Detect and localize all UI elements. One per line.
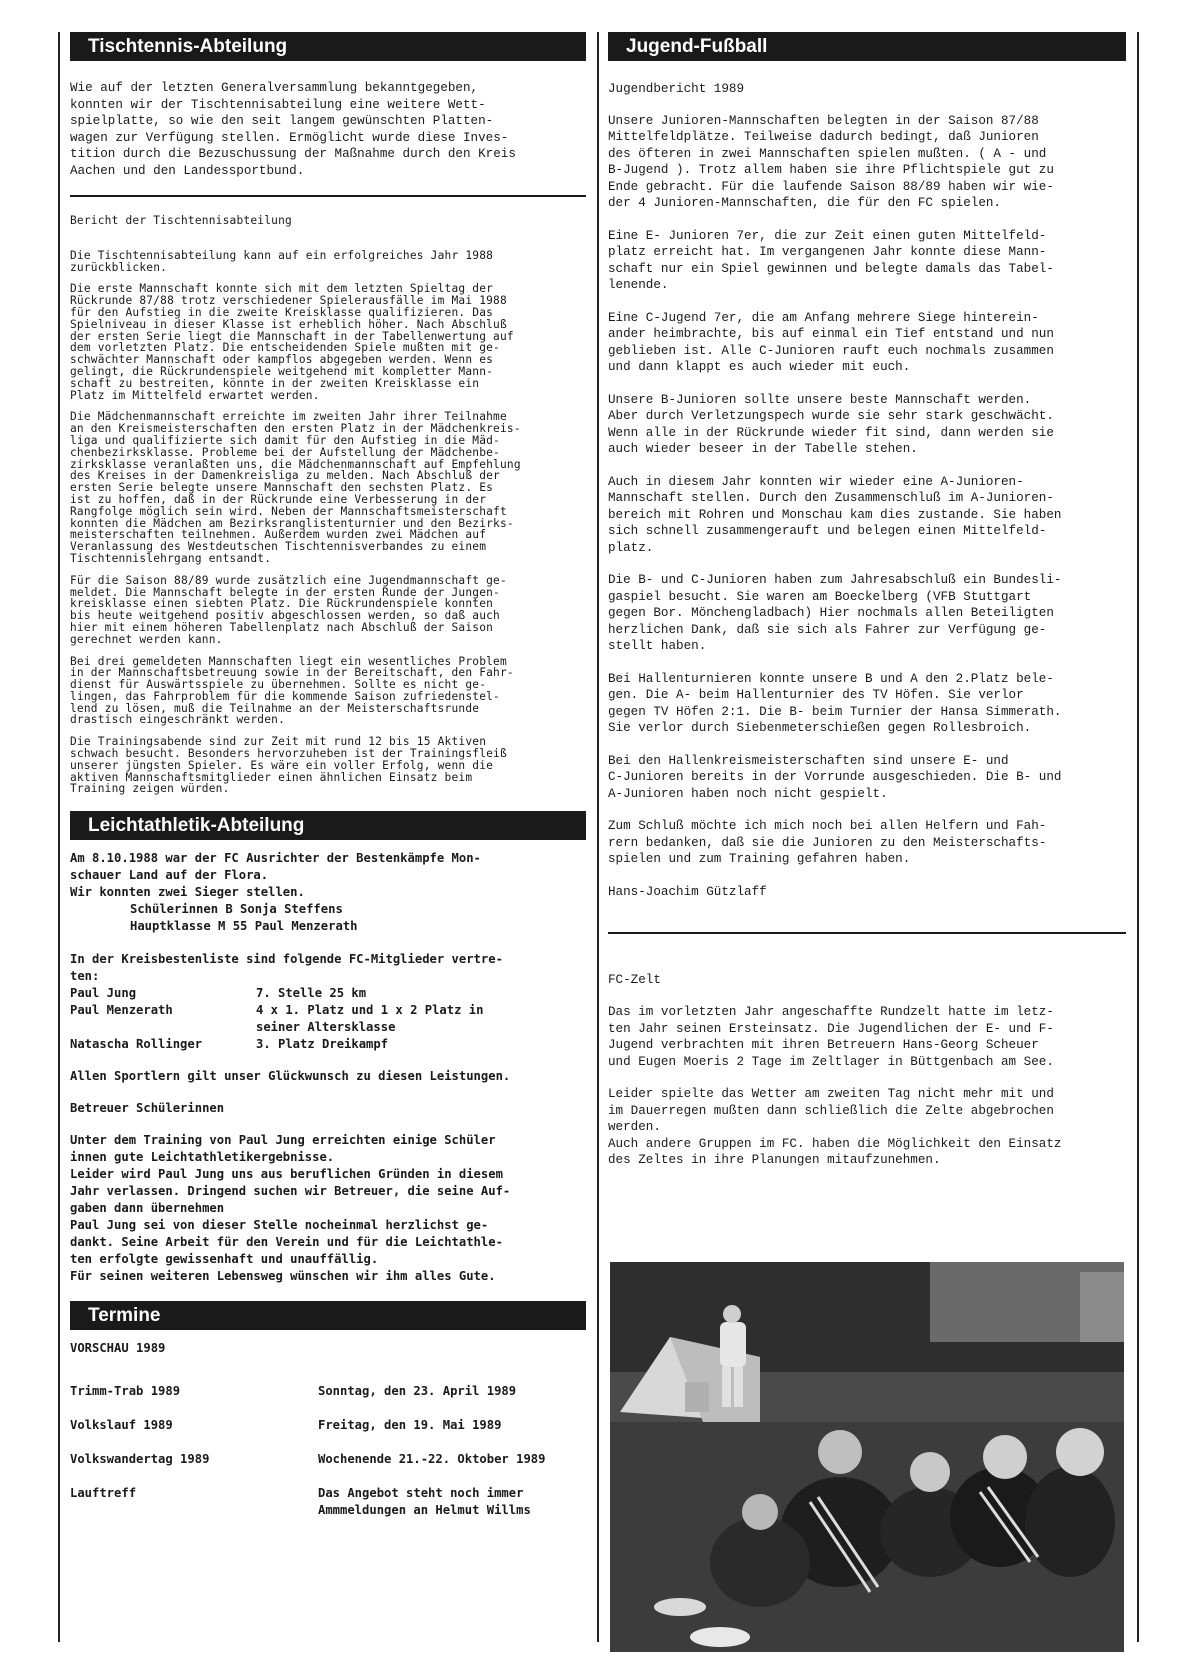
jugend-paragraph: Die B- und C-Junioren haben zum Jahresabschluß ein Bundesli- gaspiel besucht. Sie waren am Boeckelberg (VFB Stuttgart gegen Bor. Mönchengladbach) Hier nochmals allen Beteiligten herzlichen Dank, daß sie sich als Fahrer zur Verfügung ge- stellt haben.	[608, 573, 1062, 653]
tischtennis-paragraph: Die Mädchenmannschaft erreichte im zweiten Jahr ihrer Teilnahme an den Kreismeisterschaften den ersten Platz in der Mädchenkreis- liga und qualifizierte sich damit für den Aufstieg in die Mäd- chenbezirksklasse. Probleme bei der Aufstellung der Mädchenbe- zirksklasse veranlaßten uns, die Mädchenmannschaft auf Empfehlung des Kreises in der Damenkreisliga zu melden. Nach Abschluß der ersten Serie belegte unsere Mannschaft den sechsten Platz. Es ist zu hoffen, daß in der Rückrunde eine Verbesserung in der Rangfolge möglich sein wird. Neben der Mannschaftsmeisterschaft konnten die Mädchen am Bezirksranglistenturnier und den Bezirks- meisterschaften teilnehmen. Außerdem wurden zwei Mädchen auf Veranlassung des Westdeutschen Tischtennisverbandes zu einem Tischtennislehrgang entsandt.	[70, 410, 521, 565]
fczelt-title: FC-Zelt	[608, 972, 661, 987]
leichtathletik-congrats: Allen Sportlern gilt unser Glückwunsch zu diesen Leistungen.	[70, 1069, 511, 1084]
left-column	[70, 32, 586, 1519]
results-row	[70, 1002, 483, 1036]
column-rule-right	[1137, 32, 1139, 1642]
result-name: Natascha Rollinger	[70, 1037, 203, 1052]
event-row	[70, 1383, 545, 1417]
result-name: Paul Menzerath	[70, 1003, 173, 1018]
events-table	[70, 1383, 545, 1519]
tischtennis-intro: Wie auf der letzten Generalversammlung bekanntgegeben, konnten wir der Tischtennisabteilung eine weitere Wett- spielplatte, so wie den seit langem gewünschten Platten- wagen zur Verfügung stellen. Ermöglicht wurde diese Inves- tition durch die Bezuschussung der Maßnahme durch den Kreis Aachen und den Landessportbund.	[70, 81, 516, 178]
event-date: Das Angebot steht noch immer Ammmeldungen an Helmut Willms	[318, 1486, 531, 1518]
jugend-paragraph: Unsere B-Junioren sollte unsere beste Mannschaft werden. Aber durch Verletzungspech wurde sie sehr stark geschwächt. Wenn alle in der Rückrunde wieder fit sind, dann werden sie auch wieder beseer in der Tabelle stehen.	[608, 392, 1054, 456]
event-name: Trimm-Trab 1989	[70, 1384, 181, 1399]
column-rule-middle	[597, 32, 599, 1642]
tischtennis-paragraph: Die erste Mannschaft konnte sich mit dem letzten Spieltag der Rückrunde 87/88 trotz verschiedener Spielerausfälle im Mai 1988 für den Aufstieg in die zweite Kreisklasse qualifizieren. Das Spielniveau in dieser Klasse ist erheblich höher. Nach Abschluß der ersten Serie liegt die Mannschaft in der Tabellenwertung auf dem vorletzten Platz. Die entscheidenden Spiele mußten mit ge- schwächter Mannschaft oder kampflos abgegeben werden. Wenn es gelingt, die Rückrundenspiele weitgehend mit kompletter Mann- schaft zu bestreiten, könnte in der zweiten Kreisklasse ein Platz im Mittelfeld erwartet werden.	[70, 282, 514, 402]
termine-preview: VORSCHAU 1989	[70, 1341, 166, 1356]
tischtennis-report-title: Bericht der Tischtennisabteilung	[70, 214, 292, 227]
jugend-paragraph: Auch in diesem Jahr konnten wir wieder eine A-Junioren- Mannschaft stellen. Durch den Zusammenschluß im A-Junioren- bereich mit Rohren und Monschau kam dies zustande. Sie haben sich schnell zusammengerauft und belegen einen Mittelfeld- platz.	[608, 474, 1062, 555]
jugend-heading: Jugend-Fußball	[608, 32, 1126, 61]
jugend-signature: Hans-Joachim Gützlaff	[608, 884, 767, 899]
event-row	[70, 1451, 545, 1485]
result-value: 3. Platz Dreikampf	[256, 1037, 389, 1052]
event-date: Sonntag, den 23. April 1989	[318, 1384, 517, 1399]
tischtennis-paragraph: Die Tischtennisabteilung kann auf ein erfolgreiches Jahr 1988 zurückblicken.	[70, 248, 494, 274]
jugend-paragraph: Unsere Junioren-Mannschaften belegten in der Saison 87/88 Mittelfeldplätze. Teilweise dadurch bedingt, daß Junioren des öfteren in zwei Mannschaften spielen mußten. ( A - und B-Jugend ). Trotz allem haben sie ihre Pflichtspiele gut zu Ende gebracht. Für die laufende Saison 88/89 haben wir wie- der 4 Junioren-Mannschaften, die für den FC spielen.	[608, 113, 1054, 210]
event-row	[70, 1485, 545, 1519]
right-column	[608, 32, 1126, 1169]
leichtathletik-body: Unter dem Training von Paul Jung erreichten einige Schüler innen gute Leichtathletikergebnisse. Leider wird Paul Jung uns aus beruflichen Gründen in diesem Jahr verlassen. Dringend suchen wir Betreuer, die seine Auf- gaben dann übernehmen Paul Jung sei von dieser Stelle nocheinmal herzlichst ge- dankt. Seine Arbeit für den Verein und für die Leichtathle- ten erfolgte gewissenhaft und unauffällig. Für seinen weiteren Lebensweg wünschen wir ihm alles Gute.	[70, 1133, 511, 1284]
tischtennis-paragraph: Für die Saison 88/89 wurde zusätzlich eine Jugendmannschaft ge- meldet. Die Mannschaft belegte in der ersten Runde der Jungen- kreisklasse einen siebten Platz. Die Rückrundenspiele konnten bis heute weitgehend positiv abgeschlossen werden, so daß auch hier mit einem höheren Tabellenplatz nach Abschluß der Saison gerechnet werden kann.	[70, 573, 507, 646]
termine-heading: Termine	[70, 1301, 586, 1330]
leichtathletik-intro: Am 8.10.1988 war der FC Ausrichter der Bestenkämpfe Mon- schauer Land auf der Flora. Wir konnten zwei Sieger stellen.	[70, 851, 481, 900]
camp-photo-image	[610, 1262, 1124, 1652]
fczelt-paragraph: Das im vorletzten Jahr angeschaffte Rundzelt hatte im letz- ten Jahr seinen Ersteinsatz. Die Jugendlichen der E- und F- Jugend verbrachten mit ihren Betreuern Hans-Georg Scheuer und Eugen Moeris 2 Tage im Zeltlager in Büttgenbach am See.	[608, 1005, 1054, 1069]
results-row	[70, 985, 483, 1002]
result-value: 4 x 1. Platz und 1 x 2 Platz in seiner Altersklasse	[256, 1003, 484, 1035]
leichtathletik-winner: Schülerinnen B Sonja Steffens	[130, 902, 343, 917]
results-row	[70, 1036, 483, 1053]
results-table	[70, 985, 483, 1053]
event-name: Lauftreff	[70, 1486, 137, 1501]
leichtathletik-heading: Leichtathletik-Abteilung	[70, 811, 586, 840]
tischtennis-paragraph: Die Trainingsabende sind zur Zeit mit rund 12 bis 15 Aktiven schwach besucht. Besonders hervorzuheben ist der Trainingsfleiß unserer jüngsten Spieler. Es wäre ein voller Erfolg, wenn die aktiven Mannschaftsmitglieder einen ähnlichen Einsatz beim Training zeigen würden.	[70, 735, 507, 796]
tischtennis-paragraph: Bei drei gemeldeten Mannschaften liegt ein wesentliches Problem in der Mannschaftsbetreuung sowie in der Bereitschaft, den Fahr- dienst für Auswärtsspiele zu übernehmen. Sollte es nicht ge- lingen, das Fahrproblem für die kommende Saison zufriedenstel- lend zu lösen, muß die Teilnahme an der Meisterschaftsrunde drastisch eingeschränkt werden.	[70, 654, 514, 727]
leichtathletik-winner: Hauptklasse M 55 Paul Menzerath	[130, 919, 358, 934]
event-name: Volkslauf 1989	[70, 1418, 173, 1433]
section-divider	[70, 195, 586, 197]
event-name: Volkswandertag 1989	[70, 1452, 210, 1467]
jugend-report-title: Jugendbericht 1989	[608, 82, 745, 96]
jugend-paragraph: Zum Schluß möchte ich mich noch bei allen Helfern und Fah- rern bedanken, daß sie die Junioren zu den Meisterschafts- spielen und zum Training gefahren haben.	[608, 819, 1047, 866]
camp-photo	[610, 1262, 1124, 1652]
event-date: Freitag, den 19. Mai 1989	[318, 1418, 502, 1433]
fczelt-paragraph: Leider spielte das Wetter am zweiten Tag nicht mehr mit und im Dauerregen mußten dann schließlich die Zelte abgebrochen werden. Auch andere Gruppen im FC. haben die Möglichkeit den Einsatz des Zeltes in ihre Planungen mitaufzunehmen.	[608, 1087, 1062, 1167]
event-date: Wochenende 21.-22. Oktober 1989	[318, 1452, 546, 1467]
tischtennis-heading: Tischtennis-Abteilung	[70, 32, 586, 61]
jugend-paragraph: Bei Hallenturnieren konnte unsere B und A den 2.Platz bele- gen. Die A- beim Hallenturnier des TV Höfen. Sie verlor gegen TV Höfen 2:1. Die B- beim Turnier der Hansa Simmerath. Sie verlor durch Siebenmeterschießen gegen Rollesbroich.	[608, 671, 1062, 735]
jugend-paragraph: Eine E- Junioren 7er, die zur Zeit einen guten Mittelfeld- platz erreicht hat. Im vergangenen Jahr konnte diese Mann- schaft nur ein Spiel gewinnen und belegte damals das Tabel- lenende.	[608, 228, 1054, 292]
leichtathletik-list-intro: In der Kreisbestenliste sind folgende FC-Mitglieder vertre- ten:	[70, 952, 503, 984]
section-divider	[608, 932, 1126, 934]
column-rule-left	[58, 32, 60, 1642]
result-name: Paul Jung	[70, 986, 137, 1001]
event-row	[70, 1417, 545, 1451]
jugend-paragraph: Bei den Hallenkreismeisterschaften sind unsere E- und C-Junioren bereits in der Vorrunde ausgeschieden. Die B- und A-Junioren haben noch nicht gespielt.	[608, 753, 1062, 801]
result-value: 7. Stelle 25 km	[256, 986, 367, 1001]
leichtathletik-subheading: Betreuer Schülerinnen	[70, 1101, 225, 1116]
jugend-paragraph: Eine C-Jugend 7er, die am Anfang mehrere Siege hinterein- ander heimbrachte, bis auf einmal ein Tief entstand und nun geblieben ist. Alle C-Junioren rauft euch nochmals zusammen und dann klappt es auch wieder mit euch.	[608, 310, 1054, 374]
